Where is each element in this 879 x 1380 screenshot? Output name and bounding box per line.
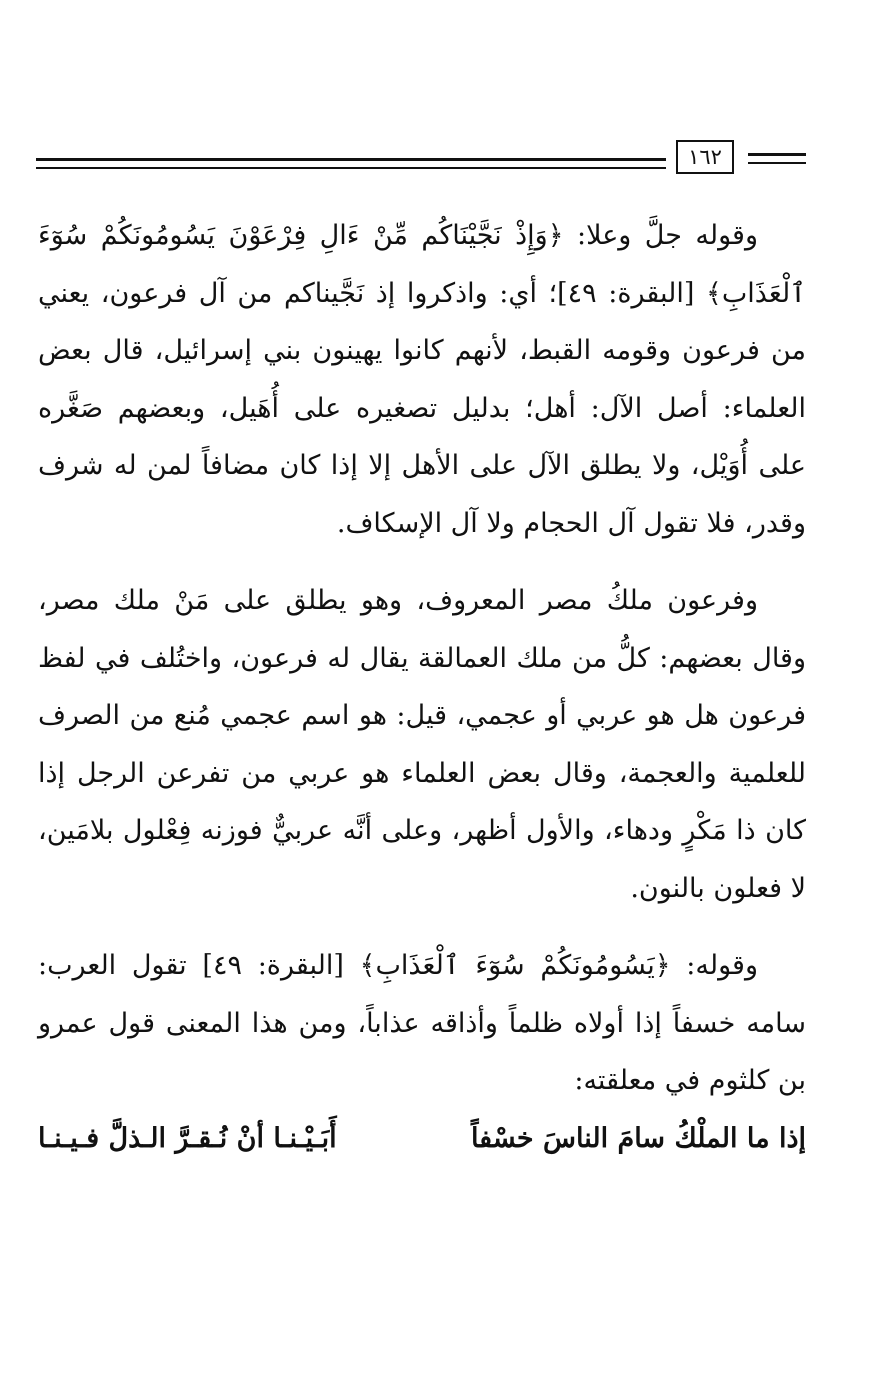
page-number: ١٦٢ xyxy=(676,140,734,174)
page-header xyxy=(36,140,806,180)
page-body xyxy=(38,207,806,1167)
header-rule xyxy=(748,153,806,156)
header-rule xyxy=(36,167,666,169)
poetry-verse xyxy=(38,1110,806,1168)
paragraph-firawn: وفرعون ملكُ مصر المعروف، وهو يطلق على مَنْ ملك مصر، وقال بعضهم: كلُّ من ملك العمالقة يقال له فرعون، واختُلف في لفظ فرعون هل هو عربي أو عجمي، قيل: هو اسم عجمي مُنع من الصرف للعلمية والعجمة، وقال بعض العلماء هو عربي من تفرعن الرجل إذا كان ذا مَكْرٍ ودهاء، والأول أظهر، وعلى أنَّه عربيٌّ فوزنه فِعْلول بلامَين، لا فعلون بالنون. xyxy=(38,585,806,904)
verse-first-hemistich: إذا ما الملْكُ سامَ الناسَ خسْفاً xyxy=(470,1122,806,1154)
paragraph-al: وقوله جلَّ وعلا: ﴿وَإِذْ نَجَّيْنَاكُم مِّنْ ءَالِ فِرْعَوْنَ يَسُومُونَكُمْ سُوٓءَ ٱلْعَذَابِ﴾ [البقرة: ٤٩]؛ أي: واذكروا إذ نَجَّيناكم من آل فرعون، يعني من فرعون وقومه القبط، لأنهم كانوا يهينون بني إسرائيل، قال بعض العلماء: أصل الآل: أهل؛ بدليل تصغيره على أُهَيل، وبعضهم صَغَّره على أُوَيْل، ولا يطلق الآل على الأهل إلا إذا كان مضافاً لمن له شرف وقدر، فلا تقول آل الحجام ولا آل الإسكاف. xyxy=(38,220,806,539)
header-rule xyxy=(748,162,806,164)
verse-second-hemistich: أَبَـيْـنـا أنْ نُـقـرَّ الـذلَّ فـيـنـا xyxy=(38,1122,337,1154)
header-rule xyxy=(36,158,666,161)
paragraph-yasumunakum: وقوله: ﴿يَسُومُونَكُمْ سُوٓءَ ٱلْعَذَابِ﴾ [البقرة: ٤٩] تقول العرب: سامه خسفاً إذا أولاه ظلماً وأذاقه عذاباً، ومن هذا المعنى قول عمرو بن كلثوم في معلقته: xyxy=(38,950,806,1096)
